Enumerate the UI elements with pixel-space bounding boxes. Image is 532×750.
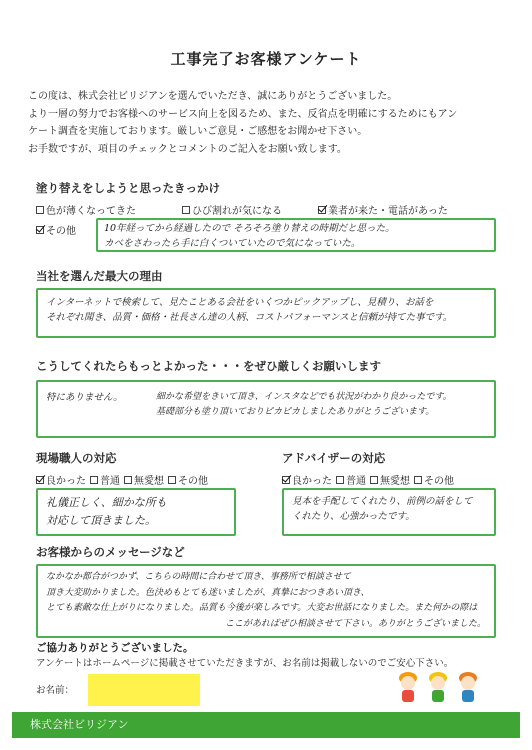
answer-line: 対応して頂きました。 — [46, 514, 156, 527]
improve-answer-box — [36, 380, 496, 438]
improve-section-title — [36, 358, 381, 374]
advisor-options — [282, 472, 454, 487]
intro-line: より一層の努力でお客様へのサービス向上を図るため、また、反省点を明確にするためにもアン — [28, 108, 458, 120]
survey-title: 工事完了お客様アンケート — [170, 50, 362, 68]
option-label: その他 — [178, 476, 208, 487]
intro-line: この度は、株式会社ビリジアンを選んでいただき、誠にありがとうございました。 — [28, 91, 398, 102]
checkbox-icon — [36, 206, 44, 214]
answer-line: それぞれ聞き、品質・価格・社長さん達の人柄、コストパフォーマンスと信頼が持てた事です。 — [46, 312, 453, 323]
reason-section-title — [36, 268, 163, 284]
option-label: 無愛想 — [380, 476, 410, 487]
option-label: 良かった — [46, 476, 86, 487]
thanks-text: ご協力ありがとうございました。 — [36, 642, 194, 654]
worker-mascot-icon — [396, 670, 420, 704]
checked-checkbox-icon — [282, 476, 290, 484]
advisor-option-other[interactable] — [414, 472, 454, 487]
improve-title-text: こうしてくれたらもっとよかった・・・をぜひ厳しくお願いします — [36, 359, 381, 373]
privacy-notice: アンケートはホームページに掲載させていただきますが、お名前は掲載しないのでご安心下さい。 — [36, 658, 454, 669]
option-cracks[interactable] — [182, 202, 318, 217]
intro-line: ケート調査を実施しております。厳しいご意見・ご感想をお聞かせ下さい。 — [28, 126, 368, 137]
option-label: 無愛想 — [134, 476, 164, 487]
checkbox-icon — [124, 476, 132, 484]
advisor-option-good[interactable] — [282, 472, 332, 487]
answer-line: 礼儀正しく、細かな所も — [46, 496, 167, 509]
staff-title-text: 現場職人の対応 — [36, 451, 117, 465]
staff-option-other[interactable] — [168, 472, 208, 487]
checkbox-icon — [336, 476, 344, 484]
option-label: 普通 — [346, 476, 366, 487]
answer-line: 基礎部分も塗り頂いておりピカピカしましたありがとうございます。 — [156, 407, 435, 417]
advisor-title-text: アドバイザーの対応 — [282, 451, 386, 465]
staff-answer-box — [36, 488, 236, 536]
staff-option-good[interactable] — [36, 472, 86, 487]
checked-checkbox-icon — [318, 206, 326, 214]
option-contractor-visit[interactable] — [318, 202, 448, 217]
staff-section-title — [36, 450, 117, 466]
checked-checkbox-icon — [36, 226, 44, 234]
checkbox-icon — [90, 476, 98, 484]
answer-line: 見本を手配してくれたり、前例の話をして — [292, 496, 473, 507]
trigger-answer-box — [96, 218, 496, 252]
option-other[interactable] — [36, 222, 76, 237]
answer-line: インターネットで検索して、見たことある会社をいくつかピックアップし、見積り、お話を — [46, 297, 434, 308]
advisor-option-unfriendly[interactable] — [370, 472, 410, 487]
checkbox-icon — [182, 206, 190, 214]
advisor-option-normal[interactable] — [336, 472, 366, 487]
answer-line: 10年経ってから経過したので そろそろ塗り替えの時期だと思った。 — [104, 223, 395, 234]
name-field-redacted — [88, 674, 200, 706]
answer-line: 特にありません。 — [46, 392, 123, 403]
option-label: ひび割れが気になる — [192, 206, 282, 217]
trigger-options — [36, 202, 448, 217]
option-label: その他 — [46, 226, 76, 237]
checked-checkbox-icon — [36, 476, 44, 484]
reason-title-text: 当社を選んだ最大の理由 — [36, 269, 163, 283]
option-label: 色が薄くなってきた — [46, 206, 136, 217]
company-footer: 株式会社ビリジアン — [12, 712, 520, 738]
checkbox-icon — [168, 476, 176, 484]
option-label: 普通 — [100, 476, 120, 487]
message-title-text: お客様からのメッセージなど — [36, 545, 185, 559]
answer-line: 細かな希望をきいて頂き、インスタなどでも状況がわかり良かったです。 — [156, 392, 452, 402]
message-answer-box — [36, 564, 496, 638]
answer-line: とても素敵な仕上がりになりました。品質も今後が楽しみです。大変お世話になりました。また何かの際は — [46, 603, 478, 613]
option-color-fading[interactable] — [36, 202, 182, 217]
mascot-illustrations — [396, 670, 480, 704]
trigger-title-text: 塗り替えをしようと思ったきっかけ — [36, 181, 220, 195]
staff-options — [36, 472, 208, 487]
advisor-section-title — [282, 450, 385, 466]
intro-line: お手数ですが、項目のチェックとコメントのご記入をお願い致します。 — [28, 143, 347, 155]
checkbox-icon — [370, 476, 378, 484]
answer-line: くれたり、心強かったです。 — [292, 511, 415, 522]
name-label: お名前： — [36, 685, 75, 696]
worker-mascot-icon — [456, 670, 480, 704]
option-label: 良かった — [292, 476, 332, 487]
option-label: 業者が来た・電話があった — [328, 206, 448, 217]
option-label: その他 — [424, 476, 454, 487]
answer-line: ここがあればぜひ相談させて下さい。ありがとうございました。 — [224, 618, 486, 629]
worker-mascot-icon — [426, 670, 450, 704]
answer-line: 頂き大変助かりました。色決めもとても迷いましたが、真摯におつきあい頂き、 — [46, 587, 370, 598]
trigger-section-title — [36, 180, 220, 196]
message-section-title — [36, 544, 185, 560]
staff-option-normal[interactable] — [90, 472, 120, 487]
staff-option-unfriendly[interactable] — [124, 472, 164, 487]
reason-answer-box — [36, 288, 496, 338]
intro-text — [28, 88, 508, 158]
advisor-answer-box — [282, 488, 496, 536]
checkbox-icon — [414, 476, 422, 484]
answer-line: カベをさわったら手に白くついていたので気になっていた。 — [104, 238, 361, 249]
answer-line: なかなか都合がつかず、こちらの時間に合わせて頂き、事務所で相談させて — [46, 572, 351, 582]
